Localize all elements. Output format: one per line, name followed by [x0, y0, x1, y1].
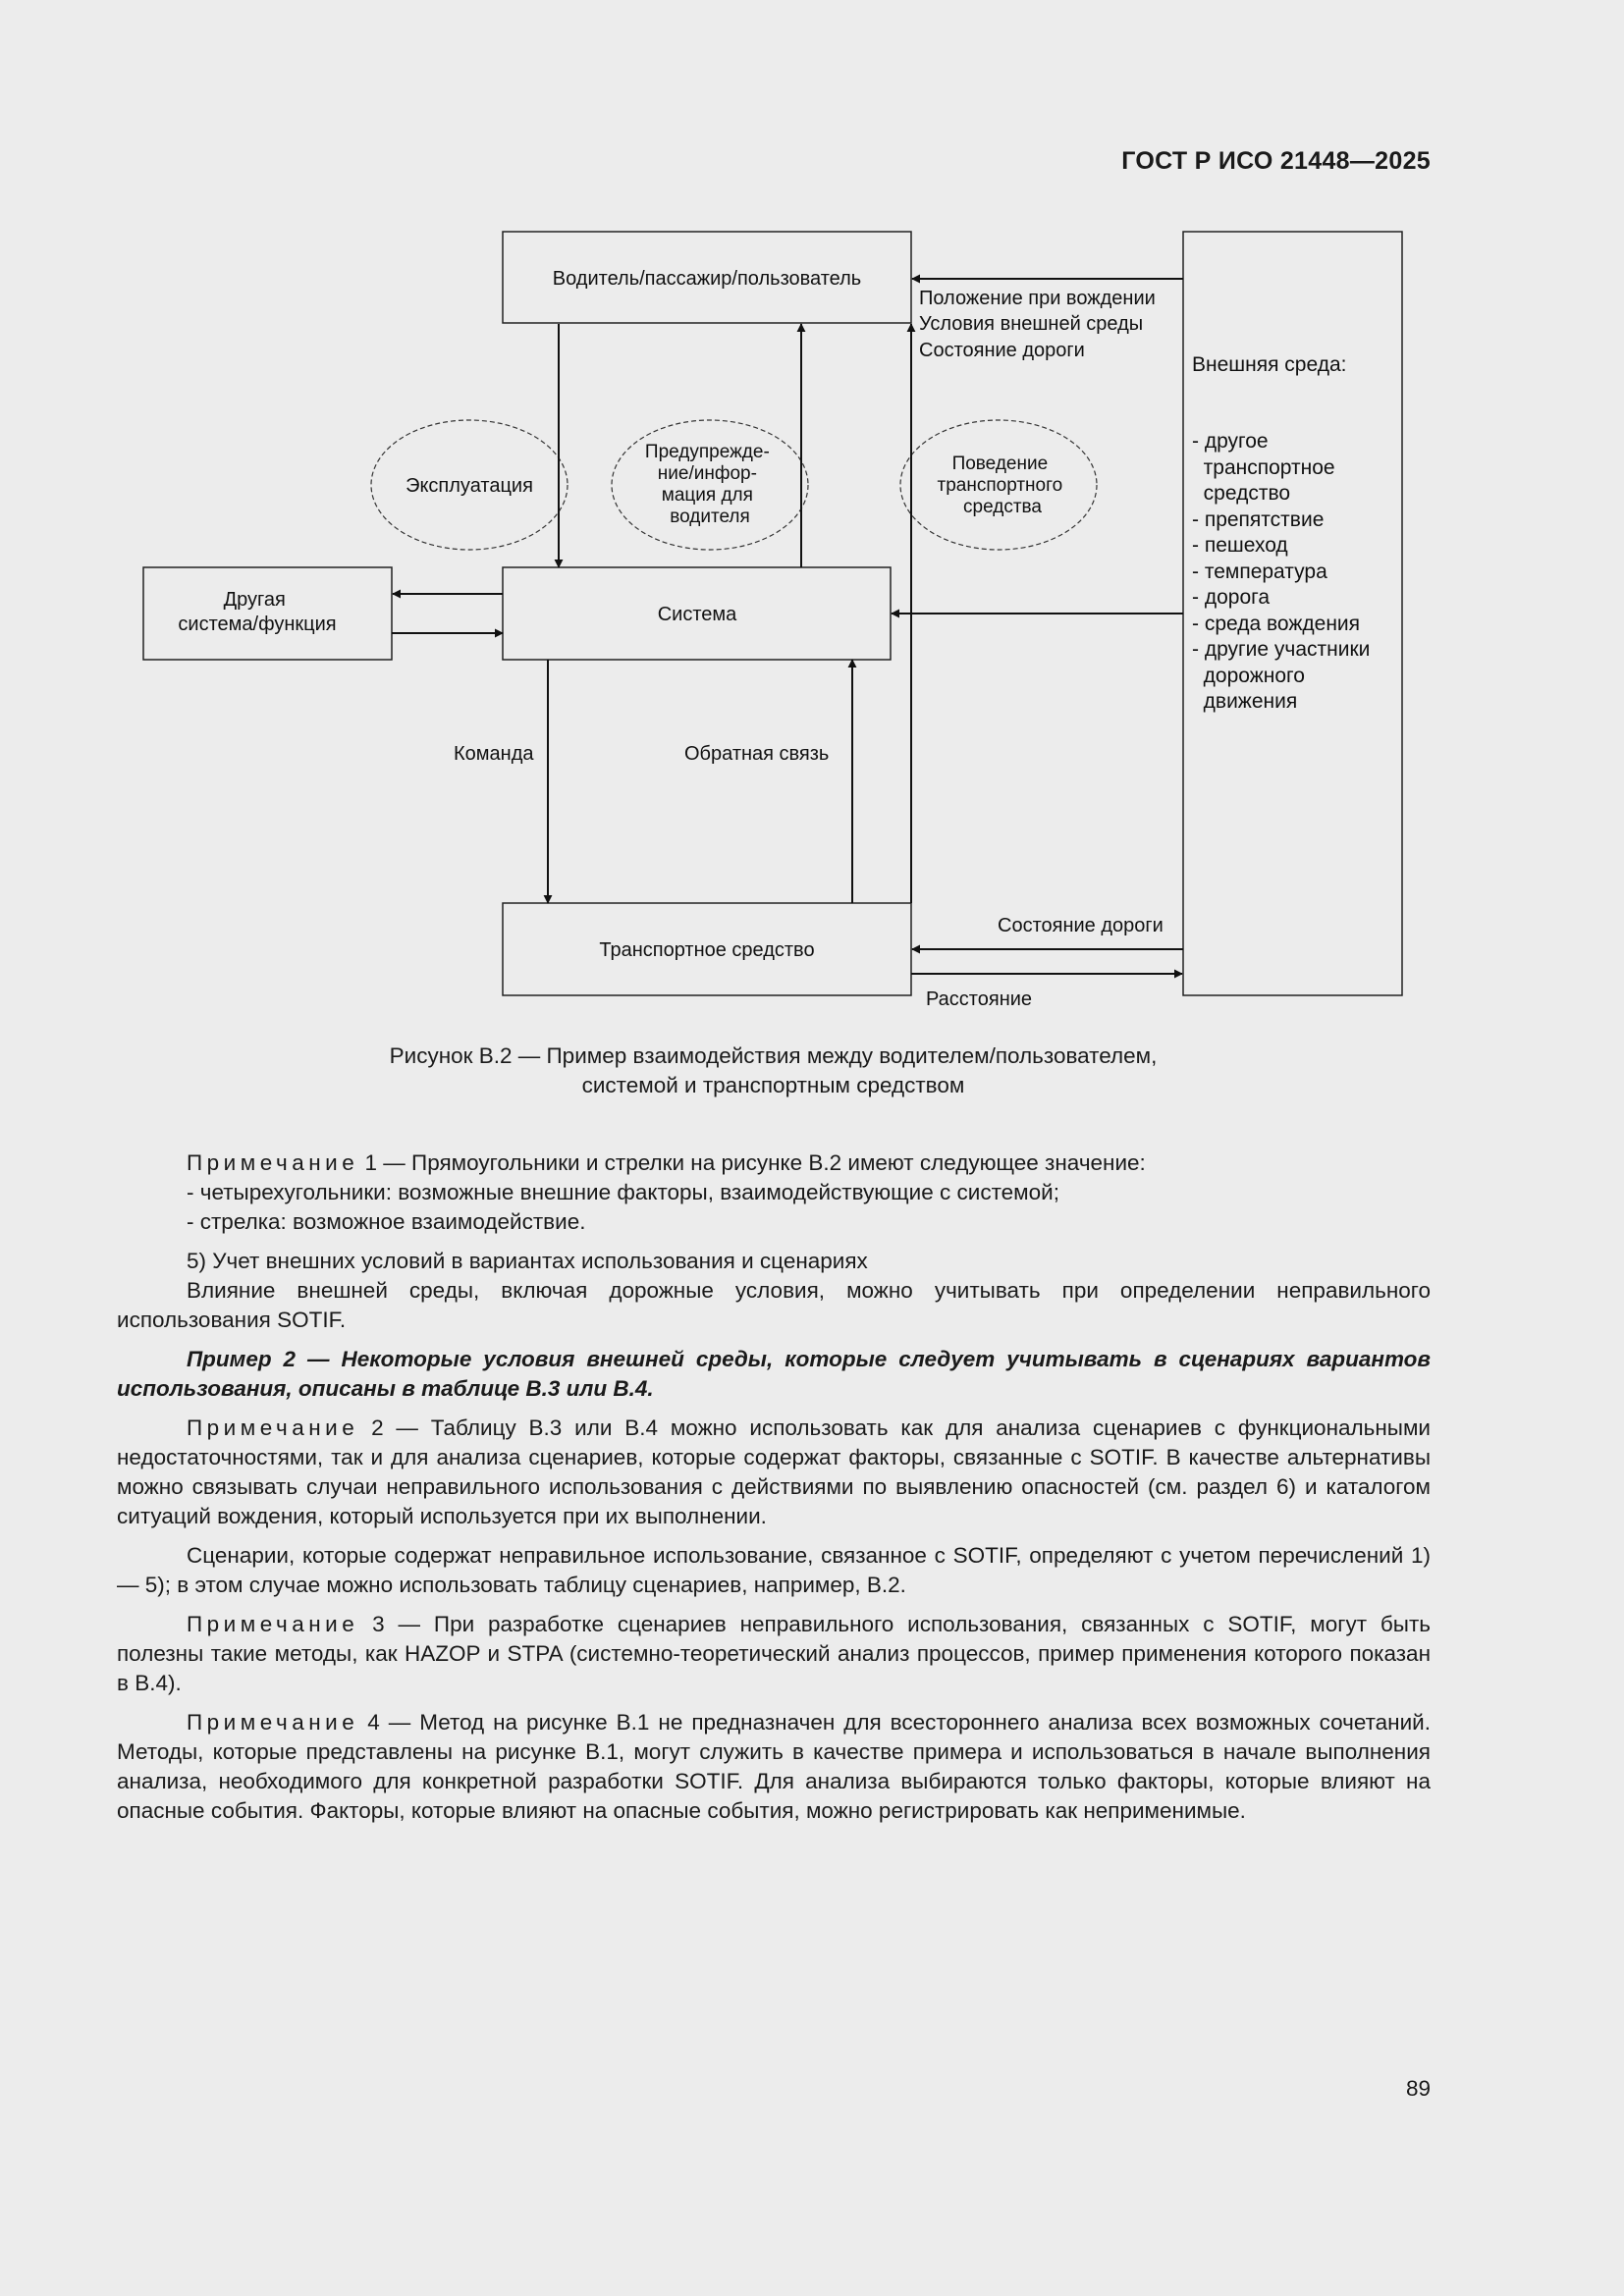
- note-1-label: Примечание: [187, 1150, 359, 1175]
- note-1-body: 1 — Прямоугольники и стрелки на рисунке В.2 имеют следующее значение:: [364, 1150, 1146, 1175]
- caption-line-2: системой и транспортным средством: [581, 1073, 965, 1097]
- document-header: ГОСТ Р ИСО 21448—2025: [1121, 147, 1431, 175]
- environment-title: Внешняя среда:: [1192, 353, 1347, 376]
- note-2-body: 2 — Таблицу В.3 или В.4 можно использовать как для анализа сценариев с функциональными недостаточностями, так и для анализа сценариев, которые содержат факторы, связанные с SOTIF. В качестве альтернативы можно связывать случаи неправильного использования с действиями по выявлению опасностей (см. раздел 6) и каталогом ситуаций вождения, который используется при их выполнении.: [117, 1415, 1431, 1528]
- note-3-body: 3 — При разработке сценариев неправильного использования, связанных с SOTIF, могут быть полезны такие методы, как HAZOP и STPA (системно-теоретический анализ процессов, пример применения которого показан в В.4).: [117, 1612, 1431, 1695]
- note-3-label: Примечание: [187, 1612, 359, 1636]
- environment-items: - другое транспортное средство - препятствие - пешеход - температура - дорога - среда вождения - другие участники дорожного движения: [1192, 430, 1371, 713]
- note-3: [117, 1610, 1431, 1698]
- item-5-title: 5) Учет внешних условий в вариантах использования и сценариях: [187, 1249, 868, 1273]
- note-4: [117, 1708, 1431, 1826]
- note-1-item-1: - четырехугольники: возможные внешние факторы, взаимодействующие с системой;: [187, 1180, 1059, 1204]
- other-system-label: Другая система/функция: [178, 589, 337, 635]
- paragraph-scenarios: Сценарии, которые содержат неправильное использование, связанное с SOTIF, определяют с учетом перечислений 1)— 5); в этом случае можно использовать таблицу сценариев, например, В.2.: [117, 1543, 1431, 1597]
- operation-label: Эксплуатация: [406, 475, 533, 497]
- interaction-diagram: [0, 0, 1624, 1031]
- command-label: Команда: [454, 743, 534, 765]
- paragraph-influence: Влияние внешней среды, включая дорожные условия, можно учитывать при определении неправильного использования SOTIF.: [117, 1278, 1431, 1332]
- body-text: [117, 1148, 1431, 1826]
- example-2: Пример 2 — Некоторые условия внешней среды, которые следует учитывать в сценариях вариантов использования, описаны в таблице В.3 или В.4.: [117, 1347, 1431, 1401]
- road-state-label: Состояние дороги: [998, 915, 1164, 936]
- page-number: 89: [1405, 2076, 1431, 2101]
- note-4-body: 4 — Метод на рисунке В.1 не предназначен для всестороннего анализа всех возможных сочетаний. Методы, которые представлены на рисунке В.1, могут служить в качестве примера и использоваться в начале выполнения анализа, необходимого для конкретной разработки SOTIF. Для анализа выбираются только факторы, которые влияют на опасные события. Факторы, которые влияют на опасные события, можно регистрировать как неприменимые.: [117, 1710, 1431, 1823]
- caption-line-1: Рисунок В.2 — Пример взаимодействия между водителем/пользователем,: [389, 1043, 1158, 1068]
- behavior-label: Поведение транспортного средства: [937, 454, 1063, 517]
- note-1: [117, 1148, 1431, 1178]
- vehicle-label: Транспортное средство: [599, 939, 815, 961]
- driver-label: Водитель/пассажир/пользователь: [552, 268, 862, 290]
- system-label: Система: [657, 604, 737, 625]
- distance-label: Расстояние: [926, 988, 1033, 1010]
- env-to-driver-labels: Положение при вождении Условия внешней среды Состояние дороги: [919, 288, 1156, 361]
- note-1-item-2: - стрелка: возможное взаимодействие.: [187, 1209, 586, 1234]
- figure-caption: [196, 1041, 1350, 1100]
- warning-label: Предупрежде- ние/инфор- мация для водителя: [644, 442, 770, 527]
- note-2-label: Примечание: [187, 1415, 359, 1440]
- note-4-label: Примечание: [187, 1710, 359, 1735]
- feedback-label: Обратная связь: [684, 743, 830, 765]
- note-2: [117, 1414, 1431, 1531]
